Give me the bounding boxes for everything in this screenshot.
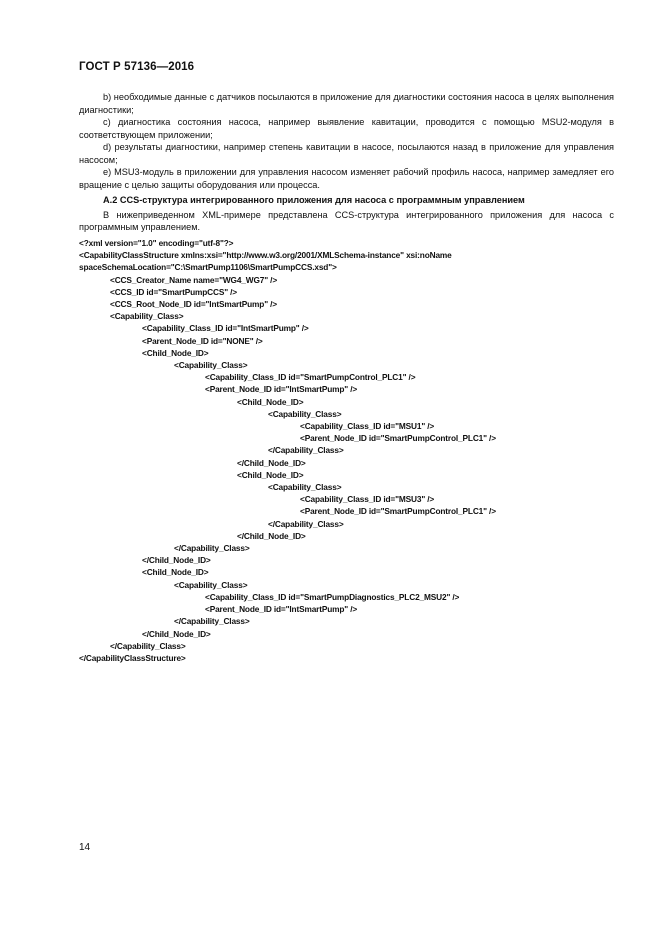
xml-line: <Parent_Node_ID id="IntSmartPump" /> — [205, 384, 358, 395]
document-header: ГОСТ Р 57136—2016 — [79, 61, 195, 73]
xml-line: <Child_Node_ID> — [237, 396, 304, 407]
xml-line: <CCS_Root_Node_ID id="IntSmartPump" /> — [110, 299, 277, 310]
xml-line: <Child_Node_ID> — [142, 567, 209, 578]
xml-line: <Child_Node_ID> — [237, 469, 304, 480]
body-text — [79, 91, 614, 234]
xml-line: <CCS_ID id="SmartPumpCCS" /> — [110, 286, 238, 297]
list-item-d: d) результаты диагностики, например степень кавитации в насосе, посылаются назад в приложение для управления насосом; — [79, 142, 614, 165]
xml-line: </Capability_Class> — [268, 445, 344, 456]
xml-line: </Child_Node_ID> — [142, 555, 211, 566]
xml-line: <Parent_Node_ID id="IntSmartPump" /> — [205, 604, 358, 615]
xml-line: <Capability_Class> — [268, 482, 342, 493]
xml-line: </Capability_Class> — [110, 640, 186, 651]
xml-line: <Capability_Class_ID id="IntSmartPump" /> — [142, 323, 309, 334]
xml-line: <Child_Node_ID> — [142, 347, 209, 358]
xml-line: <Parent_Node_ID id="SmartPumpControl_PLC1" /> — [300, 506, 496, 517]
xml-line: <Capability_Class_ID id="MSU3" /> — [300, 494, 435, 505]
xml-line: <?xml version="1.0" encoding="utf-8"?> — [79, 238, 234, 248]
xml-line: </Capability_Class> — [268, 518, 344, 529]
section-intro: В нижеприведенном XML-примере представлена CCS-структура интегрированного приложения для насоса с программным управлением. — [79, 209, 614, 232]
xml-line: </CapabilityClassStructure> — [79, 652, 186, 663]
xml-line: <Capability_Class_ID id="SmartPumpDiagnostics_PLC2_MSU2" /> — [205, 591, 460, 602]
xml-line: spaceSchemaLocation="C:\SmartPump1106\SmartPumpCCS.xsd"> — [79, 262, 337, 273]
xml-line: <Capability_Class> — [174, 579, 248, 590]
xml-line: <CCS_Creator_Name name="WG4_WG7" /> — [110, 274, 278, 285]
section-title: А.2 CCS-структура интегрированного приложения для насоса с программным управлением — [103, 195, 525, 205]
xml-line: <CapabilityClassStructure xmlns:xsi="http://www.w3.org/2001/XMLSchema-instance" xsi:noName — [79, 250, 452, 261]
xml-line: </Child_Node_ID> — [142, 628, 211, 639]
xml-line: </Child_Node_ID> — [237, 457, 306, 468]
list-item-b: b) необходимые данные с датчиков посылаются в приложение для диагностики состояния насоса в целях выполнения диагностики; — [79, 92, 614, 115]
xml-line: <Capability_Class> — [268, 408, 342, 419]
xml-line: <Parent_Node_ID id="NONE" /> — [142, 335, 263, 346]
xml-line: <Capability_Class> — [174, 360, 248, 371]
list-item-e: e) MSU3-модуль в приложении для управления насосом изменяет рабочий профиль насоса, например замедляет его вращение с целью защиты оборудования или процесса. — [79, 167, 614, 190]
list-item-c: c) диагностика состояния насоса, например выявление кавитации, проводится с помощью MSU2-модуля в соответствующем приложении; — [79, 117, 614, 140]
xml-line: </Child_Node_ID> — [237, 530, 306, 541]
xml-line: <Capability_Class_ID id="MSU1" /> — [300, 421, 435, 432]
xml-line: <Parent_Node_ID id="SmartPumpControl_PLC1" /> — [300, 433, 496, 444]
xml-line: <Capability_Class_ID id="SmartPumpControl_PLC1" /> — [205, 372, 416, 383]
page-number: 14 — [79, 842, 91, 853]
xml-line: <Capability_Class> — [110, 311, 184, 322]
xml-line: </Capability_Class> — [174, 543, 250, 554]
xml-line: </Capability_Class> — [174, 616, 250, 627]
xml-code-listing — [79, 237, 619, 664]
